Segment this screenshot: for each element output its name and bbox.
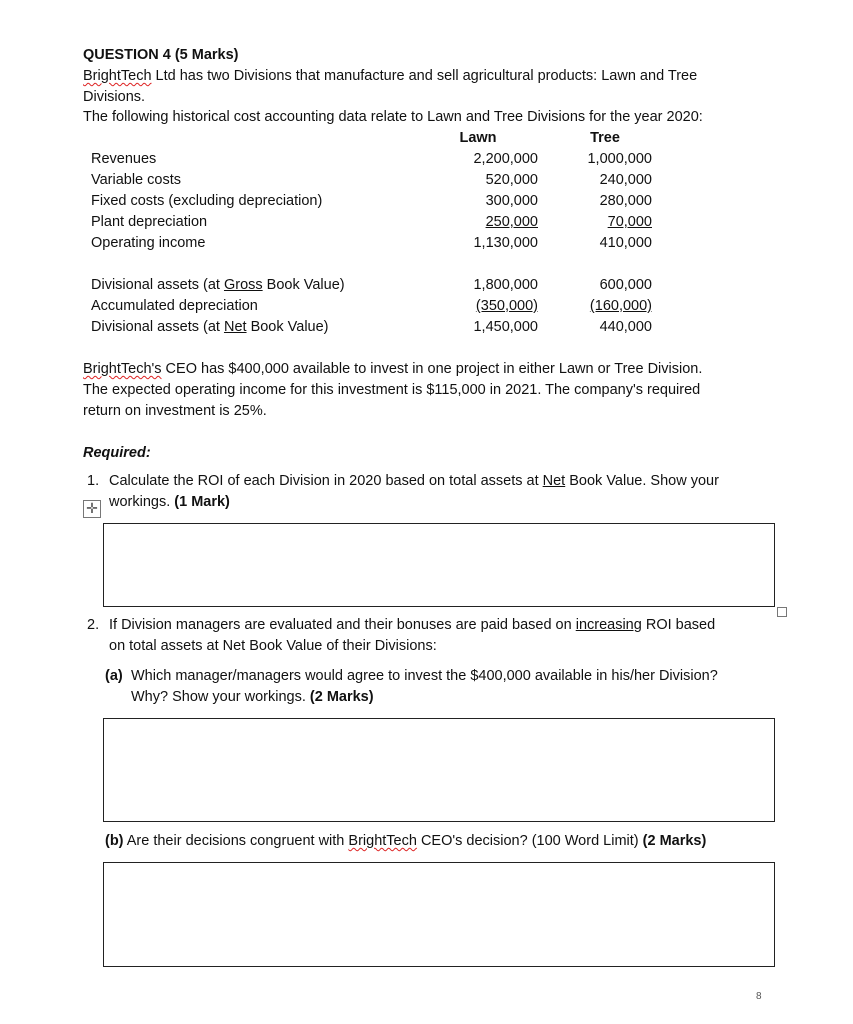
asset-lawn	[448, 298, 538, 314]
ceo-line-3: return on investment is 25%.	[83, 403, 267, 419]
asset-tree	[562, 298, 652, 314]
row-lawn: 300,000	[485, 193, 538, 209]
company-name: BrightTech's	[83, 361, 162, 377]
col-header-lawn: Lawn	[459, 130, 497, 146]
question-heading: QUESTION 4 (5 Marks)	[83, 47, 239, 63]
intro-line-3: The following historical cost accounting data relate to Lawn and Tree Divisions for the year 2020:	[83, 109, 703, 125]
q1-answer-box[interactable]	[103, 523, 775, 607]
asset-label: Accumulated depreciation	[91, 298, 258, 314]
underlined-value: (160,000)	[589, 298, 652, 314]
required-label: Required:	[83, 445, 151, 461]
row-tree: 240,000	[599, 172, 652, 188]
row-lawn: 2,200,000	[473, 151, 538, 167]
q2a-line-1: Which manager/managers would agree to invest the $400,000 available in his/her Division?	[131, 668, 718, 684]
row-tree: 280,000	[599, 193, 652, 209]
row-label: Operating income	[91, 235, 206, 251]
asset-label: Divisional assets (at Net Book Value)	[91, 319, 329, 335]
q1-line-2: workings. (1 Mark)	[109, 494, 230, 510]
underlined-value: (350,000)	[475, 298, 538, 314]
q2a-line-2: Why? Show your workings. (2 Marks)	[131, 689, 374, 705]
q2a-label: (a)	[105, 668, 123, 684]
ceo-line-1: BrightTech's CEO has $400,000 available to invest in one project in either Lawn or Tree Division.	[83, 361, 703, 377]
page-number: 8	[756, 991, 762, 1002]
q1-number: 1.	[87, 473, 100, 489]
q2b-line: (b) Are their decisions congruent with BrightTech CEO's decision? (100 Word Limit) (2 Marks)	[105, 833, 707, 849]
row-tree	[562, 214, 652, 230]
row-tree: 1,000,000	[587, 151, 652, 167]
q2-number: 2.	[87, 617, 100, 633]
row-lawn: 520,000	[485, 172, 538, 188]
underlined-value: 250,000	[485, 214, 538, 230]
q2-line-1: If Division managers are evaluated and their bonuses are paid based on increasing ROI based	[109, 617, 716, 633]
asset-tree: 600,000	[599, 277, 652, 293]
row-tree: 410,000	[599, 235, 652, 251]
intro-line-1-text: Ltd has two Divisions that manufacture and sell agricultural products: Lawn and Tree	[151, 68, 698, 84]
row-label: Fixed costs (excluding depreciation)	[91, 193, 323, 209]
intro-line-1	[83, 68, 697, 84]
row-lawn: 1,130,000	[473, 235, 538, 251]
table-resize-handle-icon[interactable]	[777, 607, 787, 617]
q1-line-1: Calculate the ROI of each Division in 2020 based on total assets at Net Book Value. Show your	[109, 473, 719, 489]
q2-line-2: on total assets at Net Book Value of their Divisions:	[109, 638, 437, 654]
asset-lawn: 1,800,000	[473, 277, 538, 293]
ceo-line-2: The expected operating income for this investment is $115,000 in 2021. The company's required	[83, 382, 701, 398]
row-lawn	[448, 214, 538, 230]
row-label: Variable costs	[91, 172, 181, 188]
company-name: BrightTech	[83, 68, 152, 84]
intro-line-2: Divisions.	[83, 89, 146, 105]
asset-lawn: 1,450,000	[473, 319, 538, 335]
q2a-answer-box[interactable]	[103, 718, 775, 822]
col-header-tree: Tree	[590, 130, 620, 146]
company-name: BrightTech	[348, 833, 417, 849]
underlined-value: 70,000	[607, 214, 652, 230]
table-move-handle-icon[interactable]: ✛	[83, 500, 101, 518]
q2b-answer-box[interactable]	[103, 862, 775, 967]
asset-tree: 440,000	[599, 319, 652, 335]
row-label: Plant depreciation	[91, 214, 208, 230]
asset-label: Divisional assets (at Gross Book Value)	[91, 277, 345, 293]
row-label: Revenues	[91, 151, 157, 167]
